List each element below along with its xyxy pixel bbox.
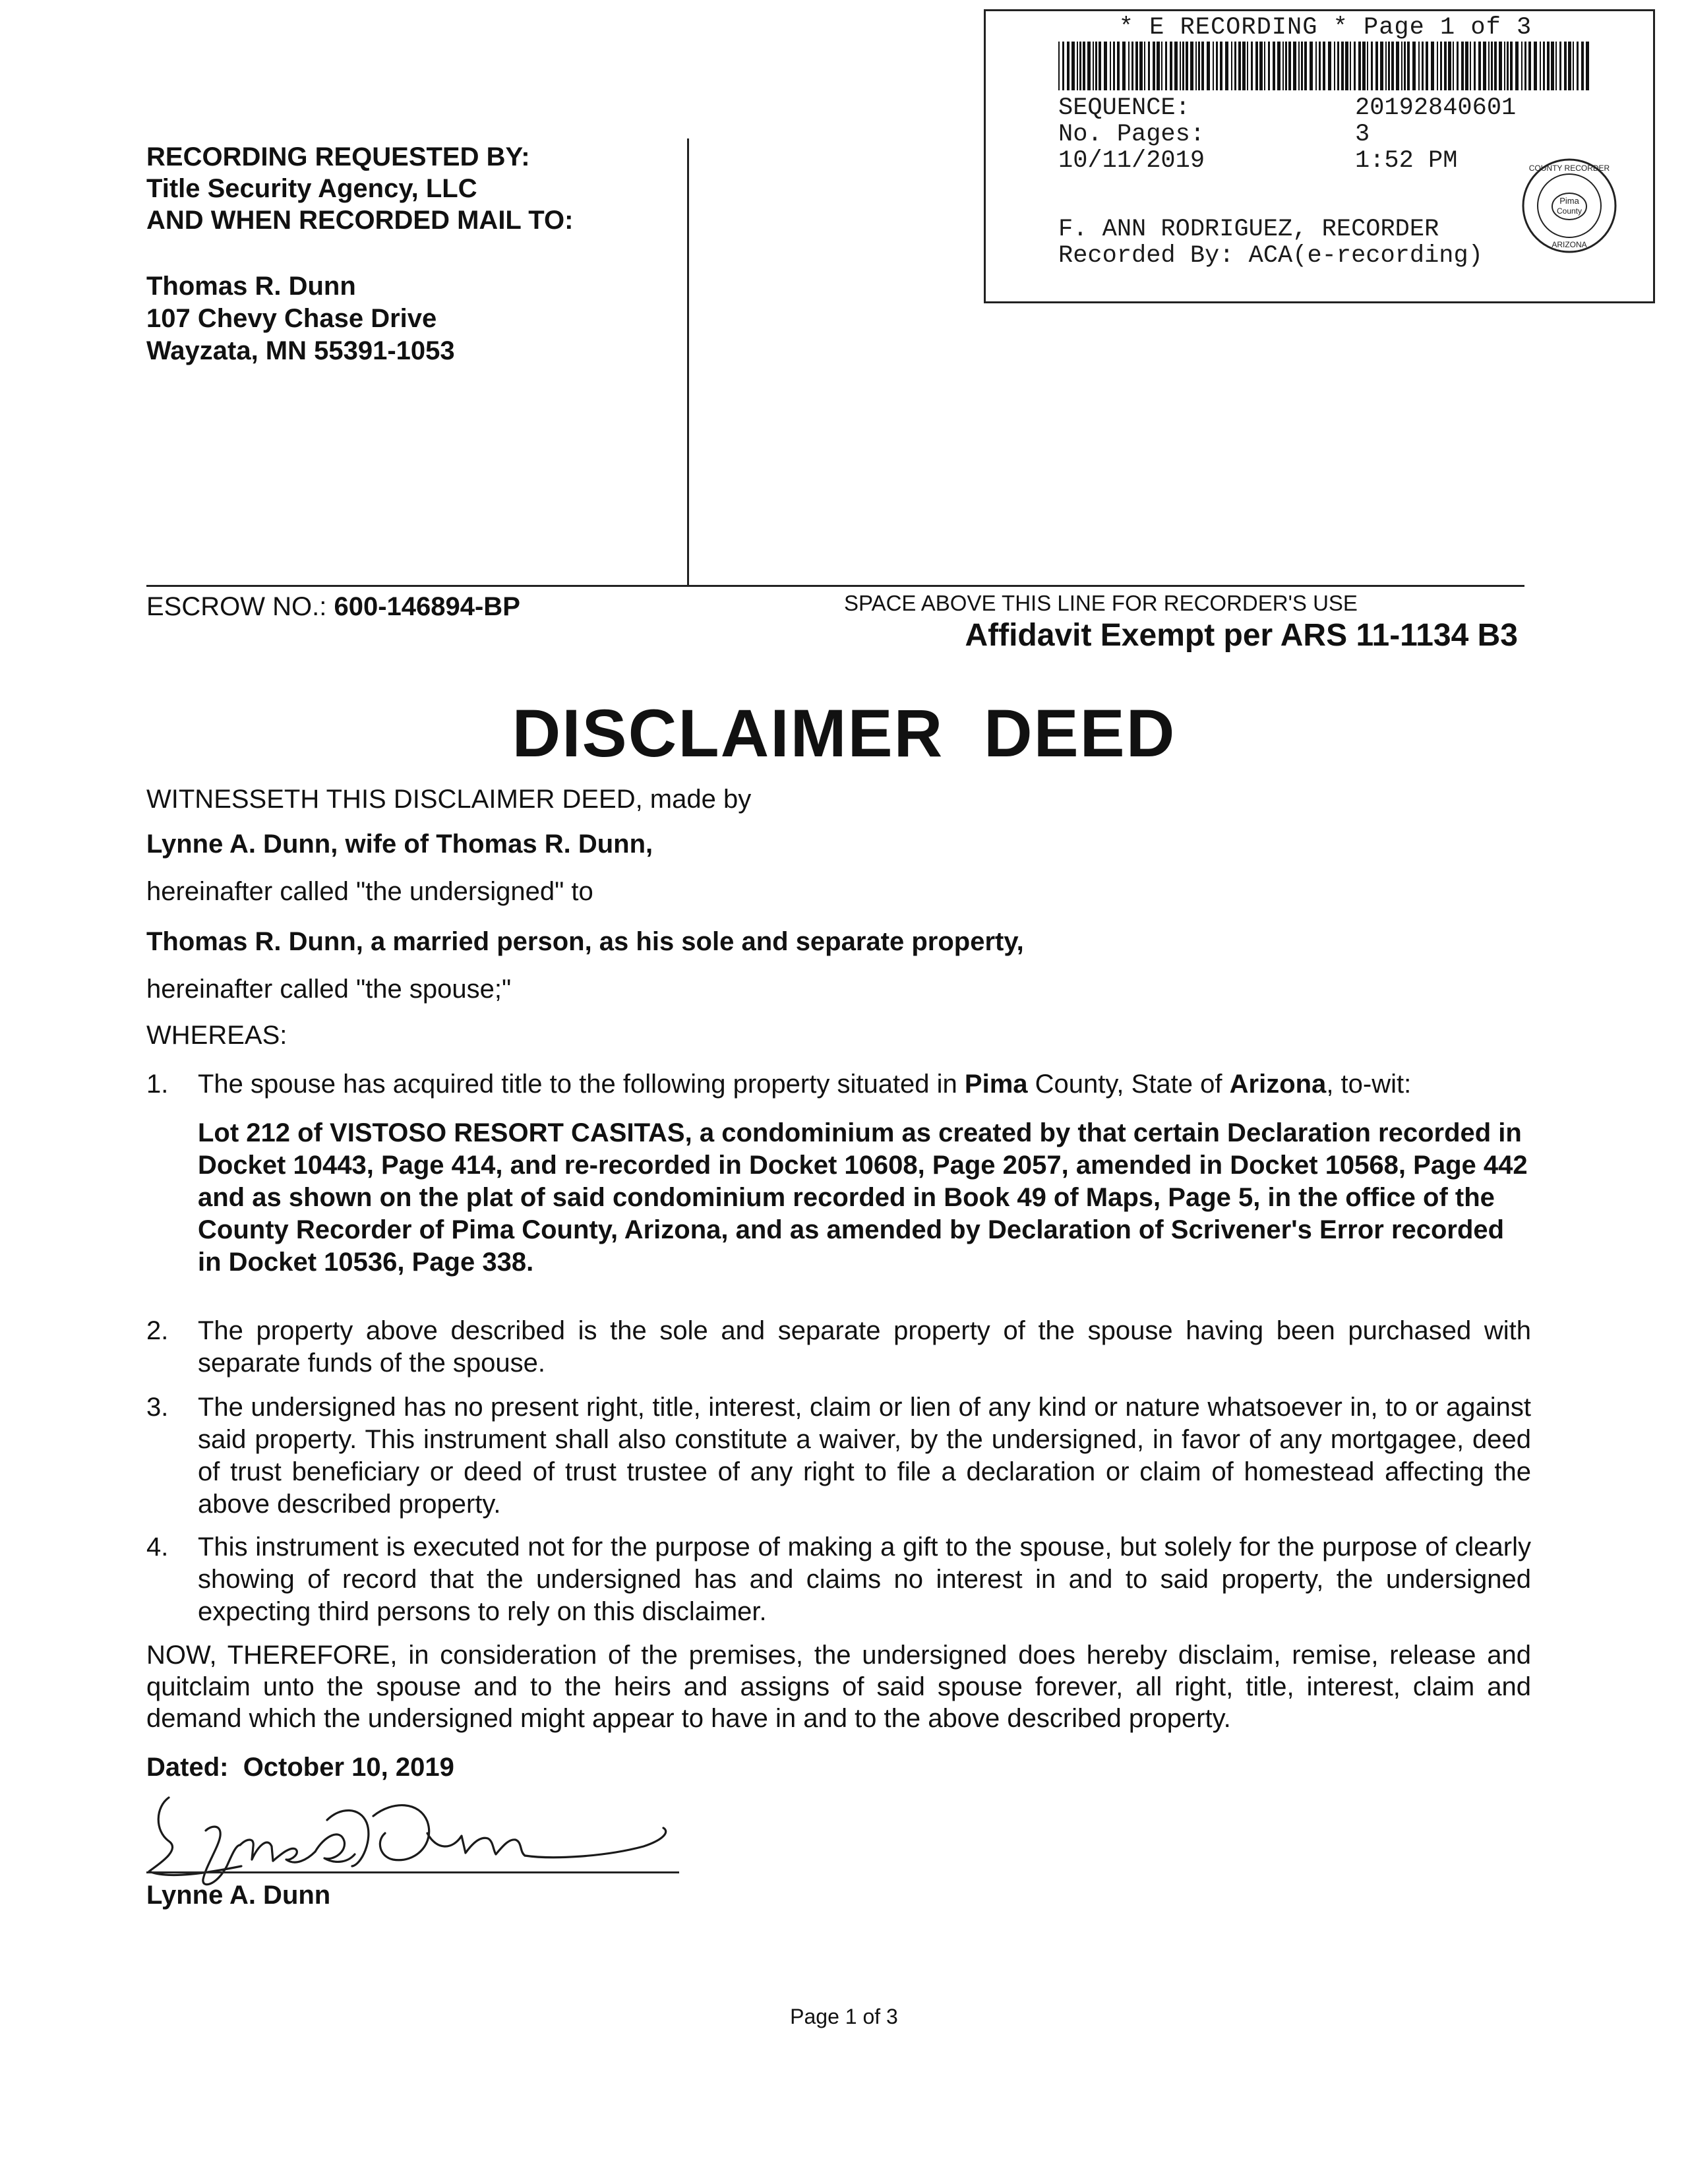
barcode-bar [1488,42,1490,90]
document-title: DISCLAIMER DEED [512,696,1176,771]
barcode-bar [1431,42,1434,90]
barcode-bar [1461,42,1464,90]
barcode-bar [1564,42,1567,90]
barcode-bar [1504,42,1505,90]
barcode-bar [1128,42,1130,90]
barcode-bar [1182,42,1184,90]
item1-county: Pima [964,1070,1028,1099]
whereas-heading: WHEREAS: [146,1021,287,1050]
barcode-bar [1186,42,1188,90]
grantee-line: Thomas R. Dunn, a married person, as his sole and separate property, [146,927,1024,956]
barcode-bar [1547,42,1550,90]
barcode-bar [1380,42,1383,90]
mail-to-street: 107 Chevy Chase Drive [146,304,437,333]
barcode-bar [1345,42,1348,90]
grantor-line: Lynne A. Dunn, wife of Thomas R. Dunn, [146,830,653,859]
barcode-bar [1131,42,1133,90]
recorder-name: F. ANN RODRIGUEZ, RECORDER [1058,216,1439,243]
barcode-bar [1231,42,1232,90]
barcode-bar [1139,42,1143,90]
barcode-bar [1474,42,1476,90]
recital-item-3 [146,1391,1531,1521]
barcode-bar [1437,42,1438,90]
barcode-bar [1521,42,1522,90]
barcode-bar [1174,42,1178,90]
pages-value: 3 [1355,121,1370,148]
barcode-bar [1586,42,1589,90]
barcode-bar [1551,42,1554,90]
barcode-bar [1334,42,1335,90]
barcode-bar [1293,42,1296,90]
title-company: Title Security Agency, LLC [146,174,477,203]
barcode-bar [1328,42,1331,90]
barcode-bar [1367,42,1368,90]
item-number: 2. [146,1316,169,1345]
barcode-bar [1559,42,1561,90]
mail-to-label: AND WHEN RECORDED MAIL TO: [146,206,574,235]
barcode-bar [1288,42,1291,90]
barcode-bar [1510,42,1513,90]
barcode-bar [1304,42,1307,90]
barcode-bar [1247,42,1248,90]
barcode-bar [1234,42,1236,90]
barcode-bar [1444,42,1447,90]
barcode-bar [1220,42,1222,90]
barcode-bar [1354,42,1356,90]
barcode-bar [1494,42,1497,90]
barcode-bar [1457,42,1459,90]
barcode-bar [1412,42,1416,90]
recorded-by: Recorded By: ACA(e-recording) [1058,242,1483,270]
stamp-header: * E RECORDING * Page 1 of 3 [1118,14,1532,42]
barcode-bar [1201,42,1204,90]
barcode-bar [1337,42,1339,90]
barcode-bar [1148,42,1150,90]
barcode-bar [1362,42,1366,90]
item1-text-b: County, State of [1027,1070,1230,1099]
item-number: 3. [146,1393,169,1422]
dated-label: Dated: [146,1753,229,1782]
witnesseth-line: WITNESSETH THIS DISCLAIMER DEED, made by [146,785,752,814]
barcode-bar [1255,42,1258,90]
barcode-bar [1391,42,1394,90]
escrow-number [146,592,520,622]
barcode-bar [1268,42,1270,90]
signer-printed-name: Lynne A. Dunn [146,1881,331,1910]
barcode-bar [1251,42,1253,90]
recital-item-1 [146,1068,1531,1101]
barcode-bar [1110,42,1111,90]
barcode [1058,42,1592,90]
item2-text: The property above described is the sole and separate property of the spouse having been purchased with separate funds of the spouse. [198,1316,1531,1378]
item-number: 1. [146,1070,169,1099]
mail-to-name: Thomas R. Dunn [146,272,356,301]
barcode-bar [1077,42,1078,90]
barcode-bar [1350,42,1351,90]
barcode-bar [1388,42,1390,90]
barcode-bar [1323,42,1325,90]
barcode-bar [1573,42,1574,90]
mail-to-city: Wayzata, MN 55391-1053 [146,336,455,365]
barcode-bar [1540,42,1541,90]
barcode-bar [1371,42,1373,90]
barcode-bar [1375,42,1378,90]
recording-time: 1:52 PM [1355,147,1458,175]
barcode-bar [1543,42,1545,90]
escrow-value: 600-146894-BP [334,592,520,621]
escrow-label: ESCROW NO.: [146,592,334,621]
svg-text:County: County [1556,206,1582,216]
header-divider-vertical [687,138,689,586]
barcode-bar [1113,42,1115,90]
spouse-definition: hereinafter called "the spouse;" [146,975,512,1004]
barcode-bar [1277,42,1281,90]
barcode-bar [1144,42,1145,90]
signature-line [146,1871,679,1873]
mail-to-address [146,270,455,367]
barcode-bar [1568,42,1571,90]
barcode-bar [1418,42,1420,90]
svg-text:ARIZONA: ARIZONA [1552,240,1587,249]
barcode-bar [1180,42,1181,90]
item1-state: Arizona [1229,1070,1327,1099]
barcode-bar [1491,42,1493,90]
barcode-bar [1058,42,1060,90]
item-number: 4. [146,1532,169,1562]
barcode-bar [1528,42,1531,90]
barcode-bar [1478,42,1481,90]
barcode-bar [1259,42,1263,90]
barcode-bar [1153,42,1155,90]
recording-stamp [984,9,1655,303]
dated-value: October 10, 2019 [243,1753,454,1782]
barcode-bar [1087,42,1091,90]
barcode-bar [1170,42,1172,90]
svg-text:COUNTY RECORDER: COUNTY RECORDER [1528,164,1610,173]
barcode-bar [1385,42,1387,90]
barcode-bar [1161,42,1162,90]
barcode-bar [1282,42,1284,90]
barcode-bar [1515,42,1519,90]
barcode-bar [1238,42,1241,90]
barcode-bar [1499,42,1502,90]
barcode-bar [1198,42,1200,90]
barcode-bar [1095,42,1097,90]
barcode-bar [1465,42,1468,90]
barcode-bar [1083,42,1085,90]
item1-text-a: The spouse has acquired title to the following property situated in [198,1070,965,1099]
affidavit-exempt: Affidavit Exempt per ARS 11-1134 B3 [965,618,1518,653]
barcode-bar [1341,42,1344,90]
barcode-bar [1190,42,1193,90]
barcode-bar [1581,42,1584,90]
sequence-value: 20192840601 [1355,94,1517,122]
recital-item-4 [146,1531,1531,1628]
barcode-bar [1135,42,1138,90]
barcode-bar [1242,42,1246,90]
barcode-bar [1507,42,1509,90]
barcode-bar [1273,42,1275,90]
page-footer: Page 1 of 3 [790,2005,898,2028]
barcode-bar [1067,42,1070,90]
recording-requested-label: RECORDING REQUESTED BY: [146,142,530,171]
barcode-bar [1062,42,1064,90]
barcode-bar [1422,42,1424,90]
recital-item-2 [146,1315,1531,1380]
barcode-bar [1401,42,1402,90]
barcode-bar [1093,42,1094,90]
sequence-label: SEQUENCE: [1058,94,1190,122]
undersigned-definition: hereinafter called "the undersigned" to [146,877,593,906]
recorder-use-line [146,585,1524,587]
barcode-bar [1099,42,1101,90]
barcode-bar [1157,42,1160,90]
barcode-bar [1310,42,1313,90]
barcode-bar [1213,42,1214,90]
recorder-use-note: SPACE ABOVE THIS LINE FOR RECORDER'S USE [844,591,1358,615]
barcode-bar [1396,42,1399,90]
barcode-bar [1440,42,1442,90]
barcode-bar [1448,42,1451,90]
svg-text:Pima: Pima [1559,196,1579,206]
barcode-bar [1264,42,1265,90]
barcode-bar [1298,42,1300,90]
barcode-bar [1207,42,1210,90]
barcode-bar [1165,42,1167,90]
barcode-bar [1524,42,1526,90]
barcode-bar [1577,42,1579,90]
barcode-bar [1117,42,1120,90]
barcode-bar [1079,42,1081,90]
item3-text: The undersigned has no present right, title, interest, claim or lien of any kind or nature whatsoever in, to or against said property. This instrument shall also constitute a waiver, by the undersigned, in favor of any mortgagee, deed of trust beneficiary or deed of trust trustee of any right to file a declaration or claim of homestead affecting the above described property. [198,1393,1531,1519]
barcode-bar [1122,42,1126,90]
barcode-bar [1319,42,1321,90]
pages-label: No. Pages: [1058,121,1205,148]
barcode-bar [1426,42,1428,90]
barcode-bar [1104,42,1107,90]
barcode-bar [1225,42,1228,90]
legal-description: Lot 212 of VISTOSO RESORT CASITAS, a condominium as created by that certain Declaration recorded in Docket 10443, Page 414, and re-recorded in Docket 10608, Page 2057, amended in Docket 10568, Page 442 and as shown on the plat of said condominium recorded in Book 49 of Maps, Page 5, in the office of the County Recorder of Pima County, Arizona, and as amended by Declaration of Scrivener's Error recorded in Docket 10536, Page 338. [198,1118,1528,1277]
recording-requested-block [146,141,573,236]
barcode-bar [1407,42,1410,90]
barcode-bar [1216,42,1218,90]
barcode-bar [1358,42,1361,90]
recording-date: 10/11/2019 [1058,147,1205,175]
barcode-bar [1285,42,1287,90]
barcode-bar [1315,42,1317,90]
barcode-bar [1301,42,1303,90]
item4-text: This instrument is executed not for the purpose of making a gift to the spouse, but solely for the purpose of clearly showing of record that the undersigned has and claims no interest in and to said property, the undersigned expecting third persons to rely on this disclaimer. [198,1532,1531,1626]
now-therefore-clause: NOW, THEREFORE, in consideration of the premises, the undersigned does hereby disclaim, remise, release and quitclaim unto the spouse and to the heirs and assigns of said spouse forever, all right, title, interest, claim and demand which the undersigned might appear to have in and to the above described property. [146,1641,1531,1733]
barcode-bar [1483,42,1486,90]
barcode-bar [1534,42,1537,90]
item1-text-c: , to-wit: [1326,1070,1412,1099]
barcode-bar [1404,42,1406,90]
barcode-bar [1071,42,1075,90]
barcode-bar [1470,42,1471,90]
barcode-bar [1453,42,1454,90]
barcode-bar [1195,42,1197,90]
barcode-bar [1555,42,1557,90]
county-seal-icon [1520,156,1619,255]
